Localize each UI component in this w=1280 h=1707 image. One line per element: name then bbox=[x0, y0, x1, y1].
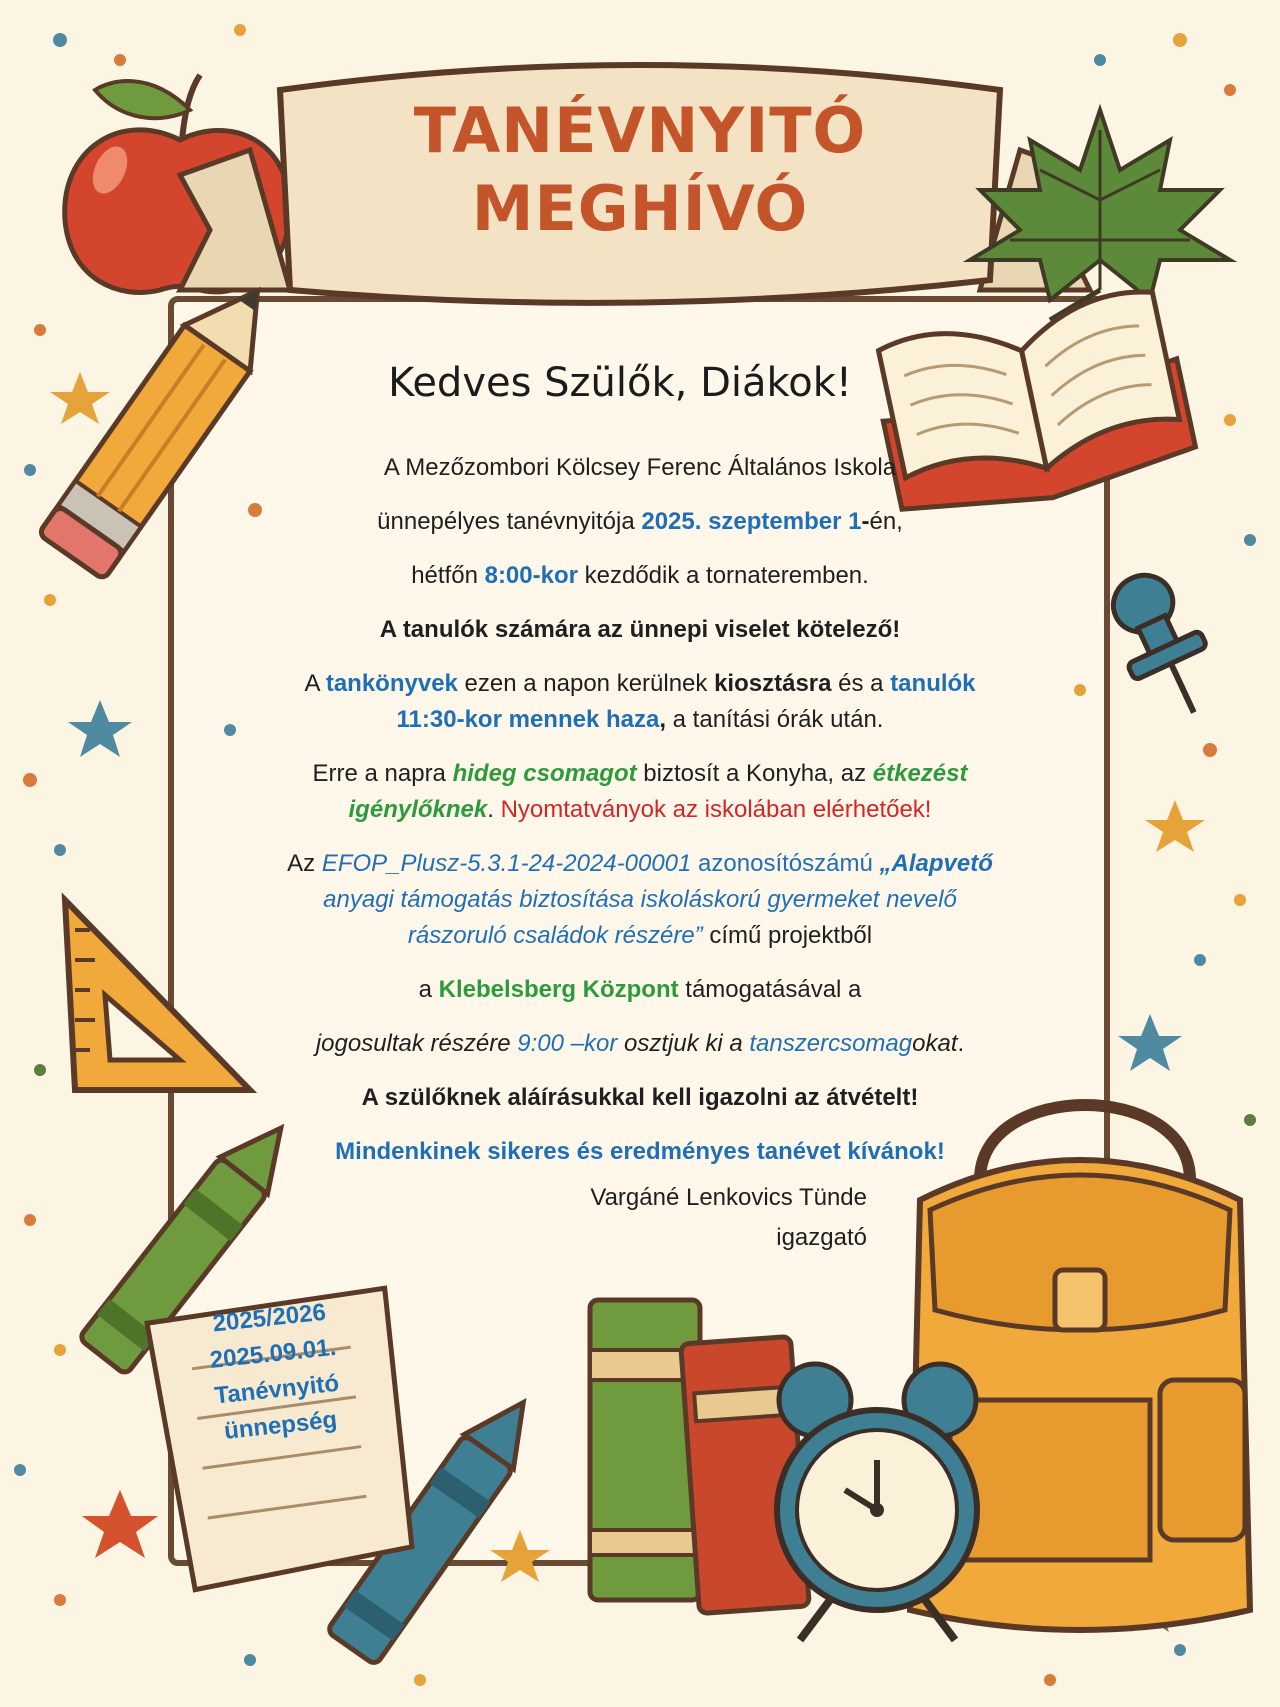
dress-code-notice: A tanulók számára az ünnepi viselet kötelező! bbox=[379, 616, 901, 643]
body-line-8: igénylőknek. Nyomtatványok az iskolában elérhetőek! bbox=[348, 796, 932, 823]
books-icon bbox=[590, 1300, 809, 1614]
sticky-note-text bbox=[158, 1289, 402, 1551]
closing-wish: Mindenkinek sikeres és eredményes tanévet kívánok! bbox=[335, 1138, 945, 1165]
body-line-2: ünnepélyes tanévnyitója 2025. szeptember 1-én, bbox=[377, 508, 903, 535]
body-line-11: rászoruló családok részére” című projektből bbox=[407, 922, 873, 949]
push-pin-icon bbox=[1095, 561, 1230, 729]
page-title bbox=[300, 92, 980, 248]
signature-notice: A szülőknek aláírásukkal kell igazolni az átvételt! bbox=[361, 1084, 919, 1111]
body-line-9: Az EFOP_Plusz-5.3.1-24-2024-00001 azonosítószámú „Alapvető bbox=[287, 850, 993, 877]
invitation-body bbox=[200, 450, 1080, 1170]
event-date: 2025. szeptember 1 bbox=[641, 508, 862, 535]
note-school-year: 2025/2026 bbox=[211, 1298, 328, 1338]
body-line-13: jogosultak részére 9:00 –kor osztjuk ki a tanszercsomagokat. bbox=[315, 1030, 965, 1057]
event-time: 8:00-kor bbox=[484, 562, 578, 589]
note-date: 2025.09.01. bbox=[208, 1333, 338, 1374]
greeting: Kedves Szülők, Diákok! bbox=[388, 360, 852, 406]
body-line-6: 11:30-kor mennek haza, a tanítási órák után. bbox=[396, 706, 884, 733]
note-event-2: ünnepség bbox=[222, 1406, 339, 1445]
body-line-3: hétfőn 8:00-kor kezdődik a tornateremben. bbox=[411, 562, 869, 589]
body-line-12: a Klebelsberg Központ támogatásával a bbox=[418, 976, 862, 1003]
body-line-1: A Mezőzombori Kölcsey Ferenc Általános Iskola bbox=[383, 454, 897, 481]
signatory-title: igazgató bbox=[776, 1224, 867, 1251]
signature-block bbox=[520, 1178, 867, 1258]
note-event: Tanévnyitó bbox=[213, 1369, 341, 1410]
signatory-name: Vargáné Lenkovics Tünde bbox=[590, 1184, 867, 1211]
project-code: EFOP_Plusz-5.3.1-24-2024-00001 bbox=[321, 850, 692, 877]
title-line-1: TANÉVNYITÓ bbox=[413, 94, 867, 167]
body-line-5: A tankönyvek ezen a napon kerülnek kiosztásra és a tanulók bbox=[304, 670, 976, 697]
title-line-2: MEGHÍVÓ bbox=[471, 172, 809, 245]
body-line-7: Erre a napra hideg csomagot biztosít a Konyha, az étkezést bbox=[312, 760, 968, 787]
body-line-10: anyagi támogatás biztosítása iskoláskorú gyermeket nevelő bbox=[323, 886, 957, 913]
